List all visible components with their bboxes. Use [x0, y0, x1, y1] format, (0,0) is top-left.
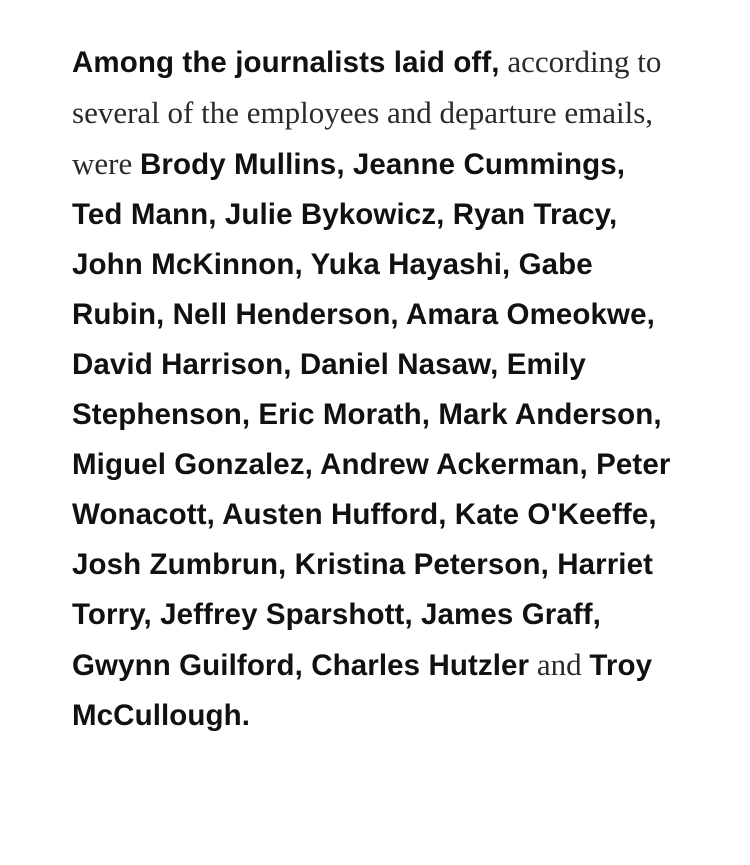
article-paragraph: [72, 37, 682, 741]
laid-off-names-list: Brody Mullins, Jeanne Cummings, Ted Mann, Julie Bykowicz, Ryan Tracy, John McKinnon, Yuka Hayashi, Gabe Rubin, Nell Henderson, Amara Omeokwe, David Harrison, Daniel Nasaw, Emily Stephenson, Eric Morath, Mark Anderson, Miguel Gonzalez, Andrew Ackerman, Peter Wonacott, Austen Hufford, Kate O'Keeffe, Josh Zumbrun, Kristina Peterson, Harriet Torry, Jeffrey Sparshott, James Graff, Gwynn Guilford, Charles Hutzler: [72, 148, 671, 682]
attribution-text: according to several of the employees and departure emails, were: [72, 44, 662, 181]
final-name: Troy McCullough.: [72, 649, 653, 732]
lead-phrase: Among the journalists laid off,: [72, 46, 500, 79]
conjunction-text: and: [529, 647, 590, 682]
